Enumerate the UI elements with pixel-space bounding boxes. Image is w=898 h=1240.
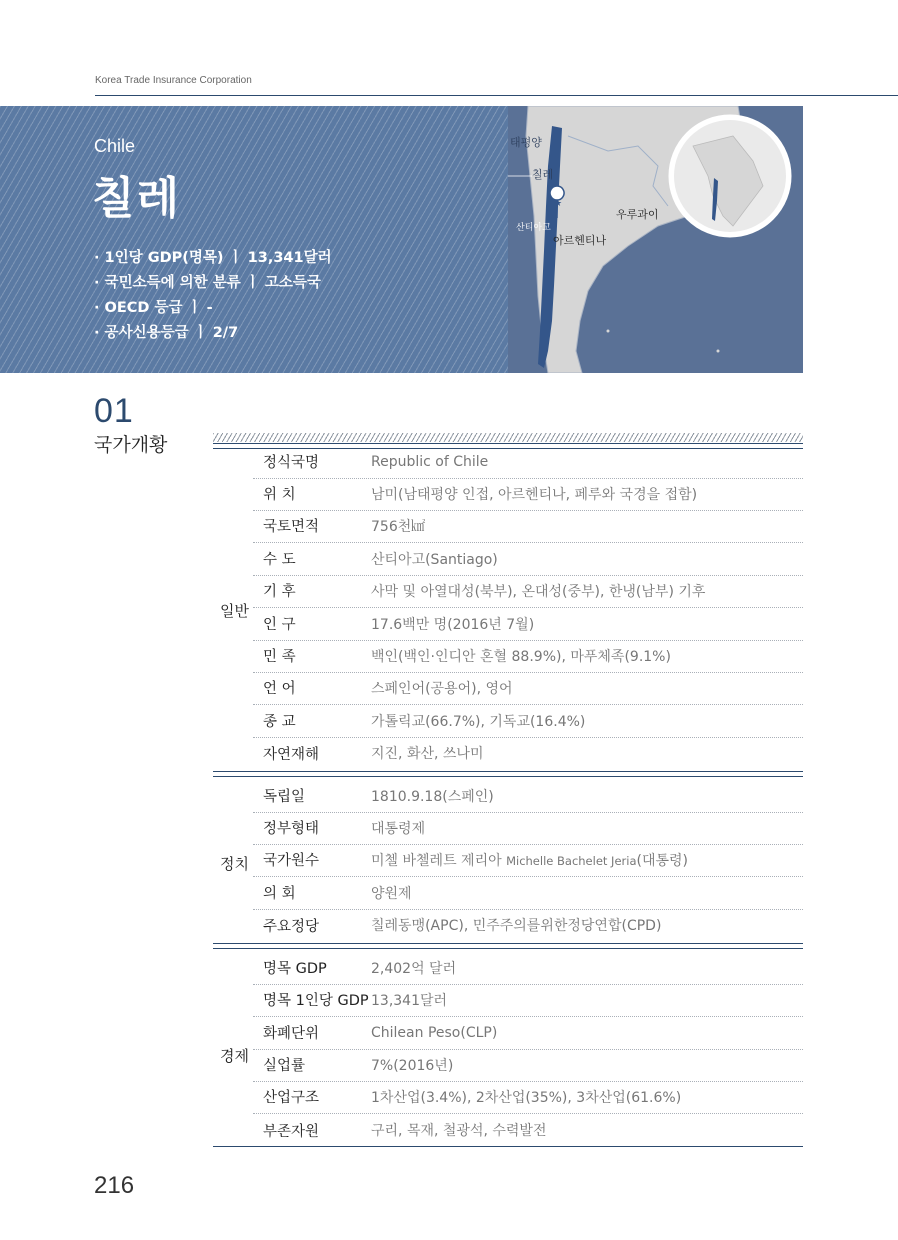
row-value: 구리, 목재, 철광석, 수력발전: [371, 1123, 547, 1139]
table-row: [253, 575, 803, 608]
key-facts-list: [94, 246, 332, 346]
table-row: [253, 909, 803, 941]
row-value: 남미(남태평양 인접, 아르헨티나, 페루와 국경을 접함): [371, 487, 698, 503]
row-label: 정부형태: [253, 817, 371, 839]
table-row: [253, 1081, 803, 1114]
row-label: 정식국명: [253, 451, 371, 473]
fact-oecd-grade: · OECD 등급 ㅣ -: [94, 300, 213, 316]
section-hatch-divider: [213, 433, 803, 442]
row-label: 독립일: [253, 785, 371, 807]
table-row: [253, 478, 803, 511]
row-value: 대통령제: [371, 821, 426, 837]
row-label: 언 어: [253, 677, 371, 699]
table-row: [253, 640, 803, 673]
row-value-ko: 미첼 바첼레트 제리아: [371, 853, 507, 869]
page-number: 216: [94, 1172, 135, 1199]
svg-text:★: ★: [554, 199, 563, 209]
row-value: 2,402억 달러: [371, 961, 457, 977]
row-label: 실업률: [253, 1054, 371, 1076]
label-pacific: 태평양: [510, 136, 542, 149]
row-value: 13,341달러: [371, 993, 448, 1009]
table-row: [253, 737, 803, 769]
section-title: 국가개황: [94, 434, 168, 456]
label-argentina: 아르헨티나: [553, 234, 607, 247]
row-label: 명목 1인당 GDP: [253, 989, 371, 1011]
fact-income-class: · 국민소득에 의한 분류 ㅣ 고소득국: [94, 275, 321, 291]
row-label: 민 족: [253, 645, 371, 667]
row-label: 부존자원: [263, 1123, 320, 1140]
row-value: 백인(백인·인디안 혼혈 88.9%), 마푸체족(9.1%): [371, 649, 671, 665]
header-org: Korea Trade Insurance Corporation: [95, 75, 252, 86]
row-value: Republic of Chile: [371, 454, 489, 470]
row-label: 기 후: [253, 580, 371, 602]
south-america-map: [508, 106, 803, 373]
row-value: 산티아고(Santiago): [371, 552, 498, 568]
row-value: 칠레동맹(APC), 민주주의를위한정당연합(CPD): [371, 918, 662, 934]
row-label: 수 도: [253, 548, 371, 570]
label-uruguay: 우루과이: [616, 208, 659, 221]
row-label: 국토면적: [253, 515, 371, 537]
row-value: [371, 850, 803, 870]
table-row: [253, 1114, 803, 1146]
row-value: 지진, 화산, 쓰나미: [371, 746, 484, 762]
table-row: [253, 543, 803, 576]
row-label: 종 교: [253, 710, 371, 732]
country-name-en: Chile: [94, 136, 136, 156]
header-divider: [95, 95, 898, 96]
row-label: 주요정당: [263, 918, 320, 935]
section-number: 01: [94, 392, 134, 430]
table-row: [253, 608, 803, 641]
table-row: [253, 510, 803, 543]
table-row: [253, 1017, 803, 1050]
table-row: [253, 844, 803, 877]
table-row: [253, 984, 803, 1017]
table-row: [253, 780, 803, 813]
row-label: 명목 GDP: [253, 957, 371, 979]
table-row: [253, 446, 803, 479]
row-value: 스페인어(공용어), 영어: [371, 681, 513, 697]
row-value: 양원제: [371, 886, 412, 902]
row-value: 756천㎢: [371, 519, 426, 535]
row-label: 자연재해: [263, 746, 320, 763]
table-row: [253, 877, 803, 910]
group-label-general: 일반: [220, 602, 249, 620]
row-value-suffix: (대통령): [636, 853, 688, 869]
fact-credit-grade: · 공사신용등급 ㅣ 2/7: [94, 325, 239, 341]
row-value: 가톨릭교(66.7%), 기독교(16.4%): [371, 714, 586, 730]
row-label: 인 구: [253, 613, 371, 635]
label-chile: 칠레: [532, 168, 554, 181]
row-label: 화폐단위: [253, 1022, 371, 1044]
row-label: 위 치: [253, 483, 371, 505]
group-label-economy: 경제: [220, 1047, 249, 1065]
group-label-politics: 정치: [220, 855, 249, 873]
row-value: 1차산업(3.4%), 2차산업(35%), 3차산업(61.6%): [371, 1090, 682, 1106]
location-map: [508, 106, 803, 373]
row-value-en: Michelle Bachelet Jeria: [506, 854, 637, 868]
group-rule-economy: [213, 943, 803, 949]
row-value: 17.6백만 명(2016년 7월): [371, 617, 535, 633]
row-value: 7%(2016년): [371, 1058, 454, 1074]
table-row: [253, 812, 803, 845]
table-bottom-rule: [213, 1146, 803, 1147]
fact-gdp-per-capita: · 1인당 GDP(명목) ㅣ 13,341달러: [94, 250, 332, 266]
row-value: 1810.9.18(스페인): [371, 789, 494, 805]
country-name-ko: 칠레: [92, 173, 182, 224]
table-row: [253, 672, 803, 705]
table-row: [253, 705, 803, 738]
group-rule-politics: [213, 771, 803, 777]
country-banner: [0, 106, 508, 373]
row-label: 의 회: [253, 882, 371, 904]
table-row: [253, 952, 803, 985]
row-value: Chilean Peso(CLP): [371, 1025, 498, 1041]
label-santiago: 산티아고: [516, 223, 551, 233]
row-label: 국가원수: [253, 849, 371, 871]
row-value: 사막 및 아열대성(북부), 온대성(중부), 한냉(남부) 기후: [371, 584, 706, 600]
table-row: [253, 1049, 803, 1082]
row-label: 산업구조: [253, 1086, 371, 1108]
